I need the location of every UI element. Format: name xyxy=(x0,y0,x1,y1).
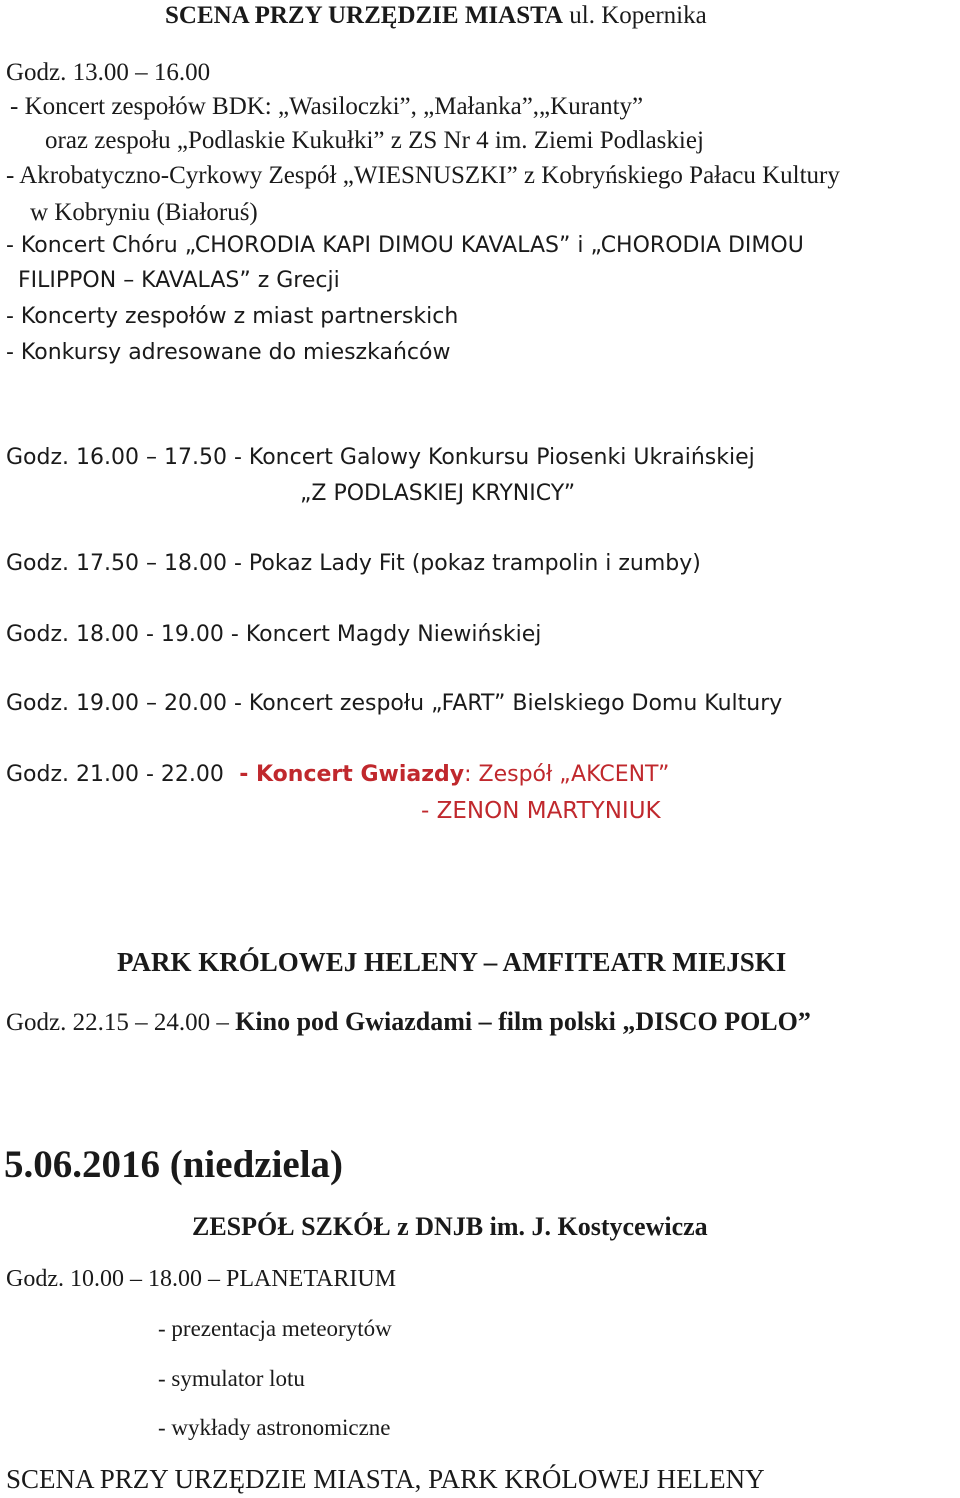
star-concert-band: : Zespół „AKCENT” xyxy=(464,762,670,787)
scena-time: Godz. 13.00 – 16.00 xyxy=(6,59,211,86)
scena-item-konkursy: - Konkursy adresowane do mieszkańców xyxy=(6,340,451,365)
scena-item-kukulki: oraz zespołu „Podlaskie Kukułki” z ZS Nr 4 im. Ziemi Podlaskiej xyxy=(45,127,704,154)
star-concert-label: Koncert Gwiazdy xyxy=(256,762,465,787)
scena-item-kobryn: w Kobryniu (Białoruś) xyxy=(30,199,258,226)
scena-item-chorodia: - Koncert Chóru „CHORODIA KAPI DIMOU KAVALAS” i „CHORODIA DIMOU xyxy=(6,233,804,258)
park-heading: PARK KRÓLOWEJ HELENY – AMFITEATR MIEJSKI xyxy=(117,947,787,977)
sunday-item: - symulator lotu xyxy=(158,1366,305,1391)
sunday-time: Godz. 10.00 – 18.00 – PLANETARIUM xyxy=(6,1266,397,1292)
star-concert-dash: - xyxy=(223,762,257,787)
star-concert-time: Godz. 21.00 - 22.00 xyxy=(6,762,224,787)
park-event-time: Godz. 22.15 – 24.00 – xyxy=(6,1009,236,1036)
schedule-row: Godz. 18.00 - 19.00 - Koncert Magdy Niewińskiej xyxy=(6,622,542,647)
park-event-row xyxy=(6,1009,811,1035)
schedule-row: Godz. 16.00 – 17.50 - Koncert Galowy Konkursu Piosenki Ukraińskiej xyxy=(6,445,755,470)
sunday-item: - wykłady astronomiczne xyxy=(158,1415,391,1440)
scena-item-partners: - Koncerty zespołów z miast partnerskich xyxy=(6,304,459,329)
star-concert-row xyxy=(6,764,669,786)
sunday-venue: ZESPÓŁ SZKÓŁ z DNJB im. J. Kostycewicza xyxy=(192,1212,708,1241)
scena-heading-bold: SCENA PRZY URZĘDZIE MIASTA xyxy=(165,2,563,29)
scena-item-bdk: - Koncert zespołów BDK: „Wasiloczki”, „Małanka”,„Kuranty” xyxy=(10,93,644,120)
schedule-row: Godz. 19.00 – 20.00 - Koncert zespołu „FART” Bielskiego Domu Kultury xyxy=(6,691,783,716)
scena-heading xyxy=(165,3,707,28)
park-event-title: Kino pod Gwiazdami – film polski „DISCO POLO” xyxy=(235,1007,811,1036)
star-concert-headliner: - ZENON MARTYNIUK xyxy=(421,798,661,824)
schedule-row: Godz. 17.50 – 18.00 - Pokaz Lady Fit (pokaz trampolin i zumby) xyxy=(6,551,701,576)
schedule-row-subtitle: „Z PODLASKIEJ KRYNICY” xyxy=(300,481,576,506)
sunday-footer: SCENA PRZY URZĘDZIE MIASTA, PARK KRÓLOWEJ HELENY xyxy=(6,1464,765,1494)
sunday-date: 5.06.2016 (niedziela) xyxy=(4,1143,344,1186)
scena-item-wiesnuszki: - Akrobatyczno-Cyrkowy Zespół „WIESNUSZKI” z Kobryńskiego Pałacu Kultury xyxy=(6,162,840,189)
sunday-item: - prezentacja meteorytów xyxy=(158,1316,392,1341)
scena-heading-street: ul. Kopernika xyxy=(563,2,707,29)
scena-item-filippon: FILIPPON – KAVALAS” z Grecji xyxy=(18,268,340,293)
